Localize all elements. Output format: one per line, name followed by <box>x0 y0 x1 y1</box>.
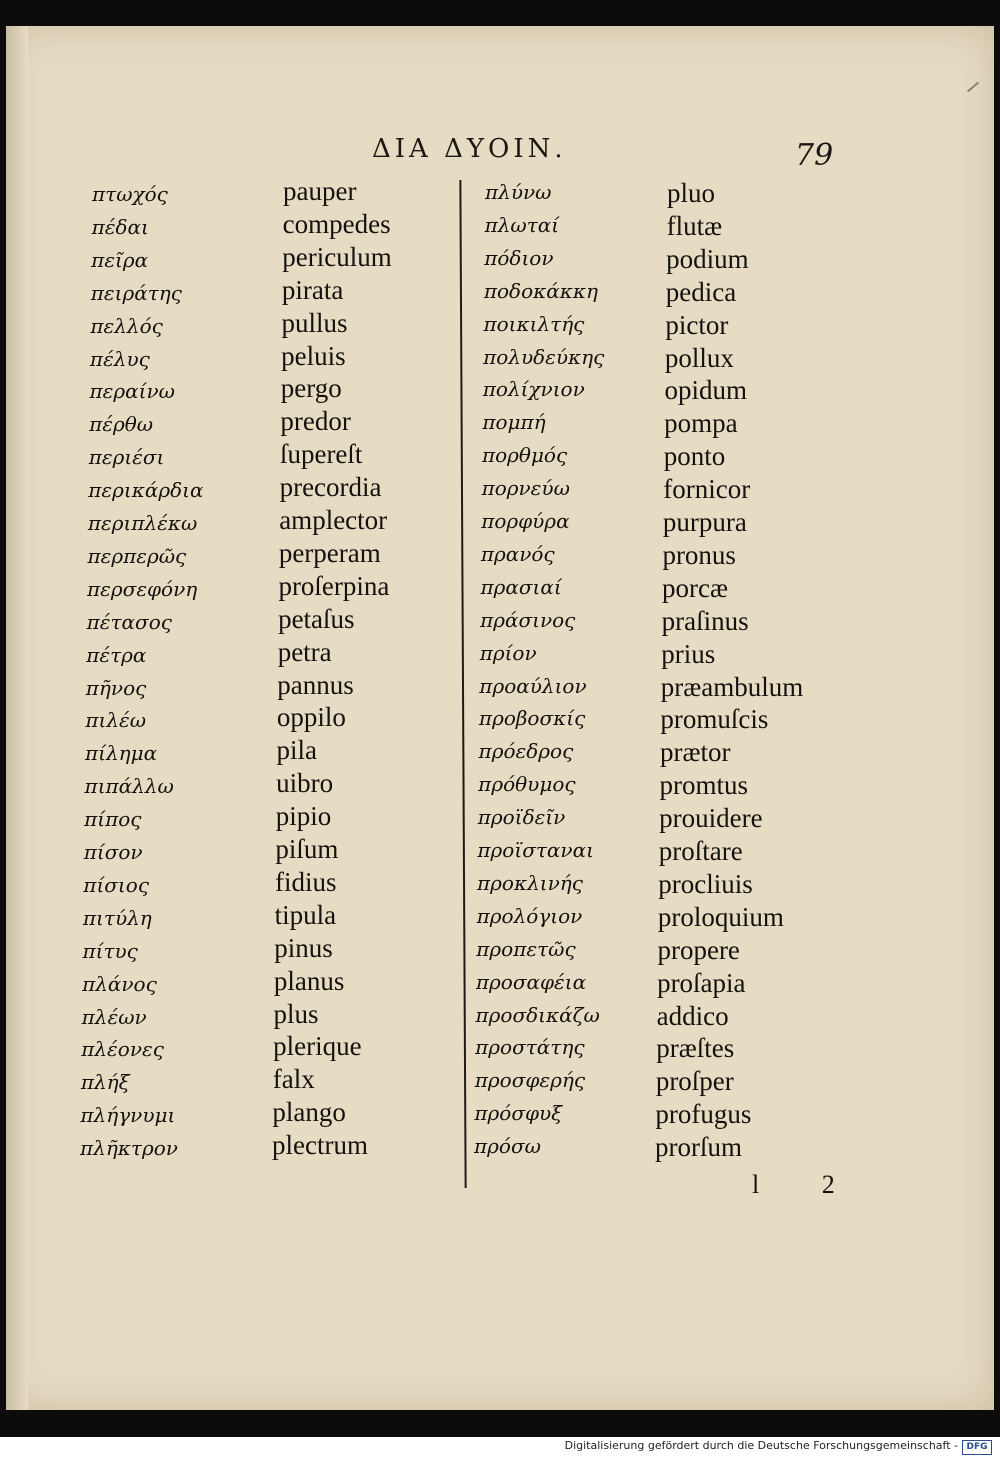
greek-term: περσεφόνη <box>87 576 198 601</box>
latin-term: ponto <box>663 441 726 472</box>
greek-term: πρόσφυξ <box>474 1101 563 1126</box>
greek-term: πόδιον <box>484 245 554 270</box>
latin-term: prius <box>661 638 716 669</box>
greek-term: πιτύλη <box>82 905 152 930</box>
greek-term: περικάρδια <box>88 478 204 503</box>
greek-term: πορνεύω <box>481 476 570 501</box>
latin-term: proſapia <box>657 967 746 998</box>
latin-term: procliuis <box>658 868 753 899</box>
greek-term: πίσιος <box>83 872 150 897</box>
paper-mark <box>967 82 979 93</box>
latin-term: pictor <box>665 309 729 340</box>
greek-term: πολίχνιον <box>482 377 585 402</box>
greek-term: πελλός <box>90 313 163 338</box>
latin-term: pinus <box>274 932 333 963</box>
latin-term: proſtare <box>658 836 743 866</box>
greek-term: προσαφέια <box>475 969 587 994</box>
latin-term: porcæ <box>662 572 729 603</box>
latin-term: pedica <box>665 276 737 307</box>
greek-term: πολυδεύκης <box>483 344 605 369</box>
latin-term: proſper <box>655 1066 734 1097</box>
latin-term: plango <box>272 1097 346 1128</box>
latin-term: petaſus <box>278 603 355 634</box>
latin-term: purpura <box>662 507 747 537</box>
latin-term: piſum <box>275 834 339 864</box>
latin-term: falx <box>272 1064 315 1095</box>
greek-term: πειράτης <box>90 280 182 305</box>
latin-term: petra <box>277 636 332 667</box>
latin-term: plerique <box>273 1031 362 1062</box>
greek-term: πρόσω <box>474 1134 541 1159</box>
greek-term: πίλημα <box>84 741 158 766</box>
greek-term: πορθμός <box>481 443 568 468</box>
greek-term: πλύνω <box>485 180 552 204</box>
latin-term: perperam <box>278 537 381 568</box>
greek-term: ποδοκάκκη <box>483 278 598 303</box>
latin-term: plectrum <box>272 1130 368 1161</box>
latin-term: tipula <box>274 899 337 930</box>
greek-term: πορφύρα <box>481 509 570 533</box>
greek-term: πέλυς <box>89 346 150 371</box>
latin-term: amplector <box>279 505 388 535</box>
greek-term: περπερῶς <box>87 543 187 568</box>
greek-term: πλέονες <box>81 1037 164 1062</box>
greek-term: περιέσι <box>88 445 165 470</box>
page-number: 79 <box>795 138 834 173</box>
latin-term: proloquium <box>657 901 784 932</box>
latin-term: prætor <box>659 737 731 768</box>
greek-term: προϊδεῖν <box>477 805 566 830</box>
latin-term: uibro <box>276 768 334 799</box>
page-edge <box>6 26 28 1410</box>
greek-term: πράσινος <box>480 607 576 632</box>
latin-term: podium <box>666 243 749 274</box>
greek-term: πλῆκτρον <box>80 1136 178 1161</box>
greek-term: πιλέω <box>85 708 147 733</box>
greek-term: πλάνος <box>82 971 157 996</box>
greek-term: πίτυς <box>82 938 138 963</box>
greek-term: προκλινής <box>477 870 583 895</box>
greek-term: περιπλέκω <box>87 511 198 535</box>
greek-term: προσδικάζω <box>475 1002 600 1027</box>
latin-term: pluo <box>667 178 716 208</box>
latin-term: ſupereſt <box>279 439 363 470</box>
latin-term: pullus <box>281 307 348 338</box>
latin-term: praſinus <box>661 605 749 636</box>
greek-term: προσφερής <box>474 1068 586 1093</box>
latin-term: oppilo <box>276 702 346 733</box>
greek-term: πεῖρα <box>91 247 149 272</box>
latin-term: pergo <box>280 373 342 404</box>
signature-mark: l 2 <box>752 1170 863 1199</box>
latin-term: fornicor <box>663 474 751 505</box>
latin-term: pipio <box>275 801 332 832</box>
greek-term: προπετῶς <box>476 936 576 961</box>
latin-term: pauper <box>283 176 357 206</box>
latin-term: propere <box>657 934 740 965</box>
footer-credit: Digitalisierung gefördert durch die Deutsche Forschungsgemeinschaft - <box>564 1439 958 1452</box>
latin-term: præſtes <box>656 1033 735 1064</box>
latin-term: plus <box>273 998 319 1029</box>
latin-term: precordia <box>279 472 382 503</box>
latin-term: pollux <box>664 342 734 373</box>
latin-term: pompa <box>664 408 738 439</box>
latin-term: flutæ <box>666 210 723 241</box>
latin-term: prorſum <box>655 1132 742 1163</box>
greek-term: προβοσκίς <box>478 706 586 731</box>
latin-term: promuſcis <box>660 704 769 735</box>
greek-term: πλήγνυμι <box>80 1103 176 1128</box>
greek-term: πιπάλλω <box>84 774 174 799</box>
greek-term: πλέων <box>81 1004 147 1029</box>
greek-term: πρόθυμος <box>478 772 576 797</box>
greek-term: πρασιαί <box>480 574 562 599</box>
greek-term: πρανός <box>480 541 555 566</box>
greek-term: πλωταί <box>484 212 560 237</box>
greek-term: πρίον <box>479 640 537 665</box>
greek-term: προλόγιον <box>476 903 583 928</box>
dfg-logo-icon: DFG <box>962 1440 992 1455</box>
latin-term: promtus <box>659 770 749 801</box>
latin-term: præambulum <box>660 671 804 702</box>
greek-term: πρόεδρος <box>478 739 574 764</box>
latin-term: profugus <box>655 1099 752 1130</box>
greek-term: πέρθω <box>89 412 154 437</box>
latin-term: addico <box>656 1000 729 1031</box>
latin-term: proſerpina <box>278 570 390 601</box>
greek-term: πέτρα <box>86 642 147 667</box>
latin-term: compedes <box>282 208 391 239</box>
latin-term: opidum <box>664 375 748 406</box>
latin-term: periculum <box>282 241 392 272</box>
greek-term: πτωχός <box>92 182 168 206</box>
greek-term: πῆνος <box>85 675 147 700</box>
latin-term: fidius <box>275 866 337 897</box>
latin-term: planus <box>273 965 345 996</box>
greek-term: περαίνω <box>89 379 175 404</box>
running-head: ΔΙΑ ΔΥΟΙΝ. <box>372 134 567 164</box>
greek-term: πέτασος <box>86 609 172 634</box>
latin-term: predor <box>280 406 351 437</box>
latin-term: pronus <box>662 539 736 570</box>
latin-term: pila <box>276 735 318 766</box>
latin-term: peluis <box>281 340 346 371</box>
latin-term: pannus <box>277 669 354 700</box>
greek-term: πίσον <box>83 840 143 864</box>
greek-term: πομπή <box>482 410 546 435</box>
latin-term: pirata <box>281 274 344 305</box>
greek-term: πέδαι <box>91 214 149 239</box>
latin-term: prouidere <box>659 803 763 834</box>
greek-term: προστάτης <box>475 1035 585 1060</box>
greek-term: προϊσταναι <box>477 838 594 862</box>
greek-term: πλήξ <box>80 1070 130 1095</box>
greek-term: προαύλιον <box>479 673 587 698</box>
greek-term: πίπος <box>84 807 142 832</box>
greek-term: ποικιλτής <box>483 311 585 336</box>
digitization-footer <box>0 1437 1000 1457</box>
